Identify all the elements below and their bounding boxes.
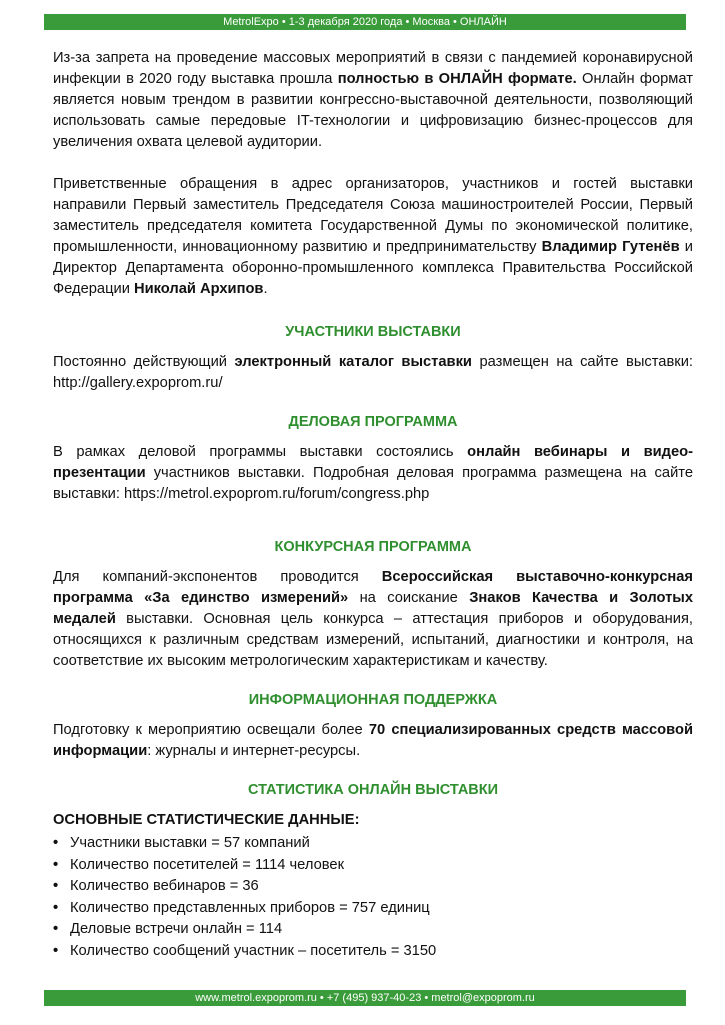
document-body (53, 48, 693, 962)
list-item: • Деловые встречи онлайн = 114 (53, 919, 693, 941)
intro-paragraph-2: Приветственные обращения в адрес организаторов, участников и гостей выставки направили Первый заместитель Председателя Союза машиностроителей России, Первый заместитель председателя комитета Государственной Думы по экономической политике, промышленности, инновационному развитию и предпринимательству Владимир Гутенёв и Директор Департамента оборонно-промышленного комплекса Правительства Российской Федерации Николай Архипов. (53, 176, 693, 297)
stats-list (53, 833, 693, 962)
header-text: MetrolExpo • 1-3 декабря 2020 года • Москва • ОНЛАЙН (223, 16, 507, 28)
business-heading: ДЕЛОВАЯ ПРОГРАММА (288, 414, 458, 430)
media-heading: ИНФОРМАЦИОННАЯ ПОДДЕРЖКА (248, 692, 498, 708)
participants-paragraph: Постоянно действующий электронный каталог выставки размещен на сайте выставки: http://gallery.expoprom.ru/ (53, 354, 693, 391)
business-paragraph: В рамках деловой программы выставки состоялись онлайн вебинары и видео-презентации участников выставки. Подробная деловая программа размещена на сайте выставки: https://metrol.expoprom.ru/forum/congress.php (53, 444, 693, 502)
list-item: • Количество посетителей = 1114 человек (53, 855, 693, 877)
media-paragraph: Подготовку к мероприятию освещали более 70 специализированных средств массовой информации: журналы и интернет-ресурсы. (53, 722, 693, 759)
header-bar (44, 14, 686, 30)
contest-paragraph: Для компаний-экспонентов проводится Всероссийская выставочно-конкурсная программа «За единство измерений» на соискание Знаков Качества и Золотых медалей выставки. Основная цель конкурса – аттестация приборов и оборудования, относящихся к различным средствам измерений, испытаний, диагностики и контроля, на соответствие их высоким метрологическим характеристикам и качеству. (53, 569, 693, 669)
participants-heading: УЧАСТНИКИ ВЫСТАВКИ (285, 324, 461, 340)
list-item: • Участники выставки = 57 компаний (53, 833, 693, 855)
contest-heading: КОНКУРСНАЯ ПРОГРАММА (274, 539, 472, 555)
stats-heading: СТАТИСТИКА ОНЛАЙН ВЫСТАВКИ (247, 782, 499, 798)
list-item: • Количество представленных приборов = 757 единиц (53, 898, 693, 920)
list-item: • Количество вебинаров = 36 (53, 876, 693, 898)
footer-bar (44, 990, 686, 1006)
list-item: • Количество сообщений участник – посетитель = 3150 (53, 941, 693, 963)
intro-paragraph-1: Из-за запрета на проведение массовых мероприятий в связи с пандемией коронавирусной инфекции в 2020 году выставка прошла полностью в ОНЛАЙН формате. Онлайн формат является новым трендом в развитии конгрессно-выставочной деятельности, позволяющий использовать самые передовые IT-технологии и цифровизацию бизнес-процессов для увеличения охвата целевой аудитории. (53, 50, 693, 150)
footer-text: www.metrol.expoprom.ru • +7 (495) 937-40-23 • metrol@expoprom.ru (195, 992, 535, 1004)
stats-subtitle: ОСНОВНЫЕ СТАТИСТИЧЕСКИЕ ДАННЫЕ: (53, 812, 360, 828)
